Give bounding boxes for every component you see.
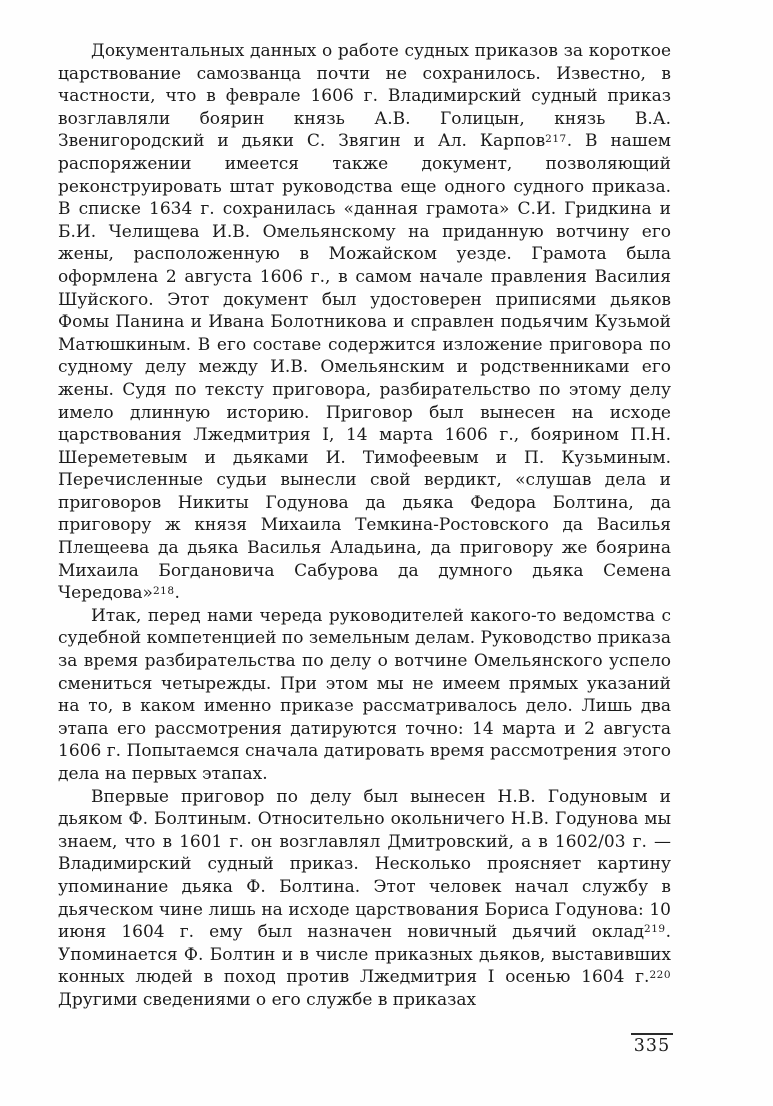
paragraph: Документальных данных о работе судных приказов за короткое царствование самозванца почти не сохранилось. Известно, в частности, что в феврале 1606 г. Владимирский судный приказ возглавляли боярин князь А.В. Голицын, князь В.А. Звенигородский и дьяки С. Звягин и Ал. Карпов$^{217}$. В нашем распоряжении имеется также документ, позволяющий реконструировать штат руководства еще одного судного приказа. В списке 1634 г. сохранилась «данная грамота» С.И. Гридкина и Б.И. Челищева И.В. Омельянскому на приданную вотчину его жены, расположенную в Можайском уезде. Грамота была оформлена 2 августа 1606 г., в самом начале правления Василия Шуйского. Этот документ был удостоверен приписями дьяков Фомы Панина и Ивана Болотникова и справлен подьячим Кузьмой Матюшкиным. В его составе содержится изложение приговора по судному делу между И.В. Омельянским и родственниками его жены. Судя по тексту приговора, разбирательство по этому делу имело длинную историю. Приговор был вынесен на исходе царствования Лжедмитрия I, 14 марта 1606 г., боярином П.Н. Шереметевым и дьяками И. Тимофеевым и П. Кузьминым. Перечисленные судьи вынесли свой вердикт, «слушав дела и приговоров Никиты Годунова да дьяка Федора Болтина, да приговору ж князя Михаила Темкина-Ростовского да Василья Плещеева да дьяка Василья Аладьина, да приговору же боярина Михаила Богдановича Сабурова да думного дьяка Семена Чередова»$^{218}$. (58, 41, 672, 604)
paragraph: Итак, перед нами череда руководителей какого-то ведомства с судебной компетенцией по земельным делам. Руководство приказа за время разбирательства по делу о вотчине Омельянского успело смениться четырежды. При этом мы не имеем прямых указаний на то, в каком именно приказе рассматривалось дело. Лишь два этапа его рассмотрения датируются точно: 14 марта и 2 августа 1606 г. Попытаемся сначала датировать время рассмотрения этого дела на первых этапах. (58, 605, 671, 784)
page-number: 335 (631, 1033, 673, 1056)
footnote-ref: 218 (152, 584, 175, 597)
footnote-ref: 219 (644, 923, 666, 936)
footnote-ref: 220 (649, 968, 671, 981)
footnote-ref: 217 (545, 132, 567, 145)
page-text (58, 40, 671, 1012)
paragraph: Впервые приговор по делу был вынесен Н.В. Годуновым и дьяком Ф. Болтиным. Относительно окольничего Н.В. Годунова мы знаем, что в 1601 г. он возглавлял Дмитровский, а в 1602/03 г. — Владимирский судный приказ. Несколько проясняет картину упоминание дьяка Ф. Болтина. Этот человек начал службу в дьяческом чине лишь на исходе царствования Бориса Годунова: 10 июня 1604 г. ему был назначен новичный дьячий оклад$^{219}$. Упоминается Ф. Болтин и в числе приказных дьяков, выставивших конных людей в поход против Лжедмитрия I осенью 1604 г.$^{220}$ Другими сведениями о его службе в приказах (58, 786, 671, 1010)
